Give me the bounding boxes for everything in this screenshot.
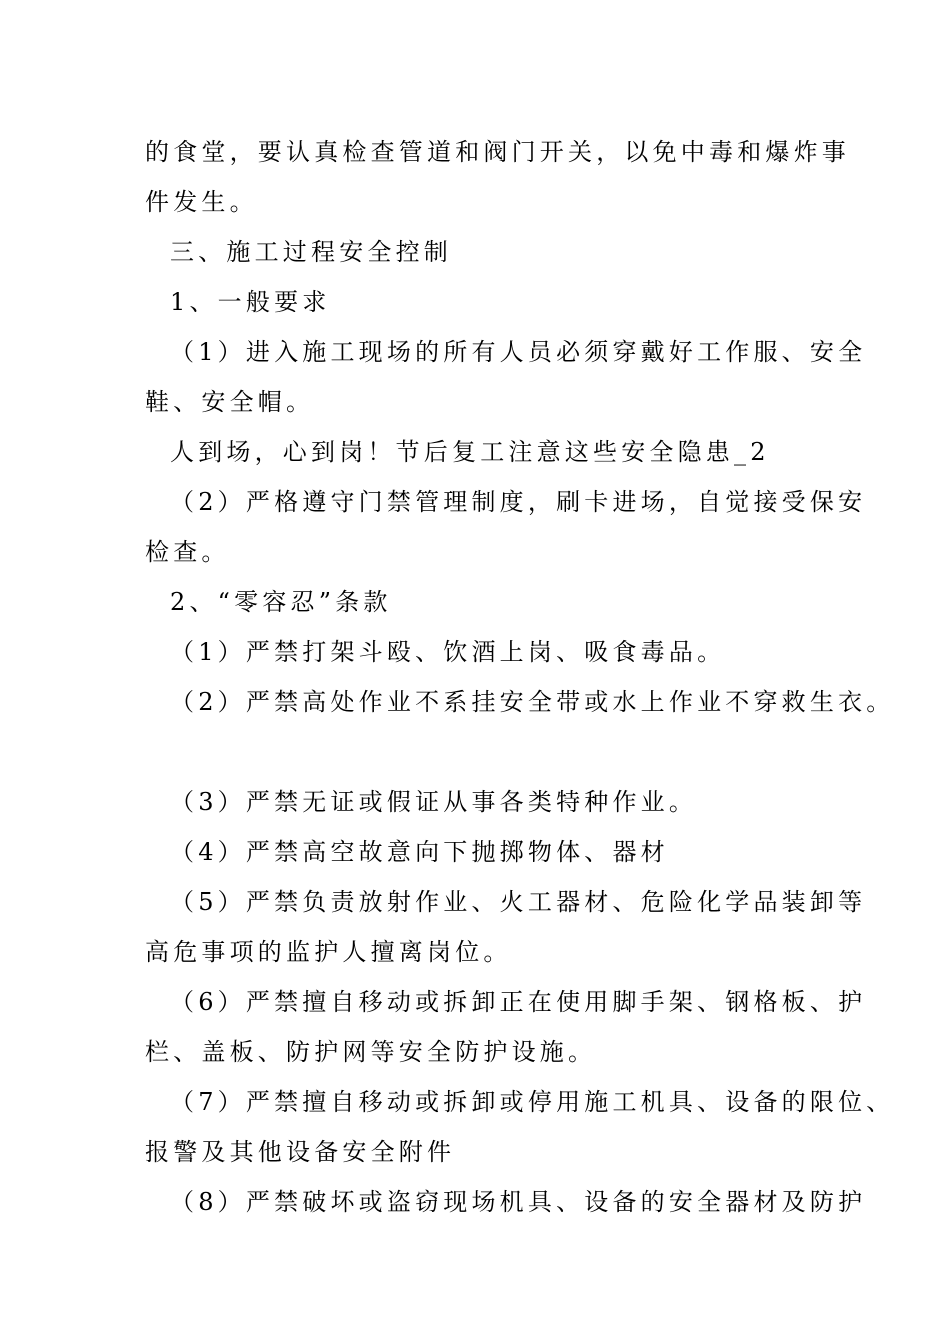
text-line: 栏、盖板、防护网等安全防护设施。	[145, 1038, 597, 1066]
text-line: 检查。	[145, 538, 230, 566]
text-line: （2）严格遵守门禁管理制度，刷卡进场，自觉接受保安	[170, 488, 867, 516]
text-line: 鞋、安全帽。	[145, 388, 315, 416]
text-line: 的食堂，要认真检查管道和阀门开关，以免中毒和爆炸事	[145, 138, 850, 166]
text-line: （3）严禁无证或假证从事各类特种作业。	[170, 788, 698, 816]
text-line: （5）严禁负责放射作业、火工器材、危险化学品装卸等	[170, 888, 867, 916]
text-line: （7）严禁擅自移动或拆卸或停用施工机具、设备的限位、	[170, 1088, 895, 1116]
inline-title: 人到场，心到岗！节后复工注意这些安全隐患_2	[170, 438, 770, 466]
text-line: （2）严禁高处作业不系挂安全带或水上作业不穿救生衣。	[170, 688, 895, 716]
section-heading: 三、施工过程安全控制	[170, 238, 452, 266]
text-line: （8）严禁破坏或盗窃现场机具、设备的安全器材及防护	[170, 1188, 867, 1216]
text-line: 报警及其他设备安全附件	[145, 1138, 456, 1166]
subsection-heading: 1、一般要求	[170, 288, 331, 316]
text-line: 件发生。	[145, 188, 258, 216]
text-line: （6）严禁擅自移动或拆卸正在使用脚手架、钢格板、护	[170, 988, 867, 1016]
text-line: （4）严禁高空故意向下抛掷物体、器材	[170, 838, 669, 866]
text-line: 高危事项的监护人擅离岗位。	[145, 938, 512, 966]
subsection-heading: 2、“零容忍”条款	[170, 588, 392, 616]
text-line: （1）严禁打架斗殴、饮酒上岗、吸食毒品。	[170, 638, 726, 666]
text-line: （1）进入施工现场的所有人员必须穿戴好工作服、安全	[170, 338, 867, 366]
